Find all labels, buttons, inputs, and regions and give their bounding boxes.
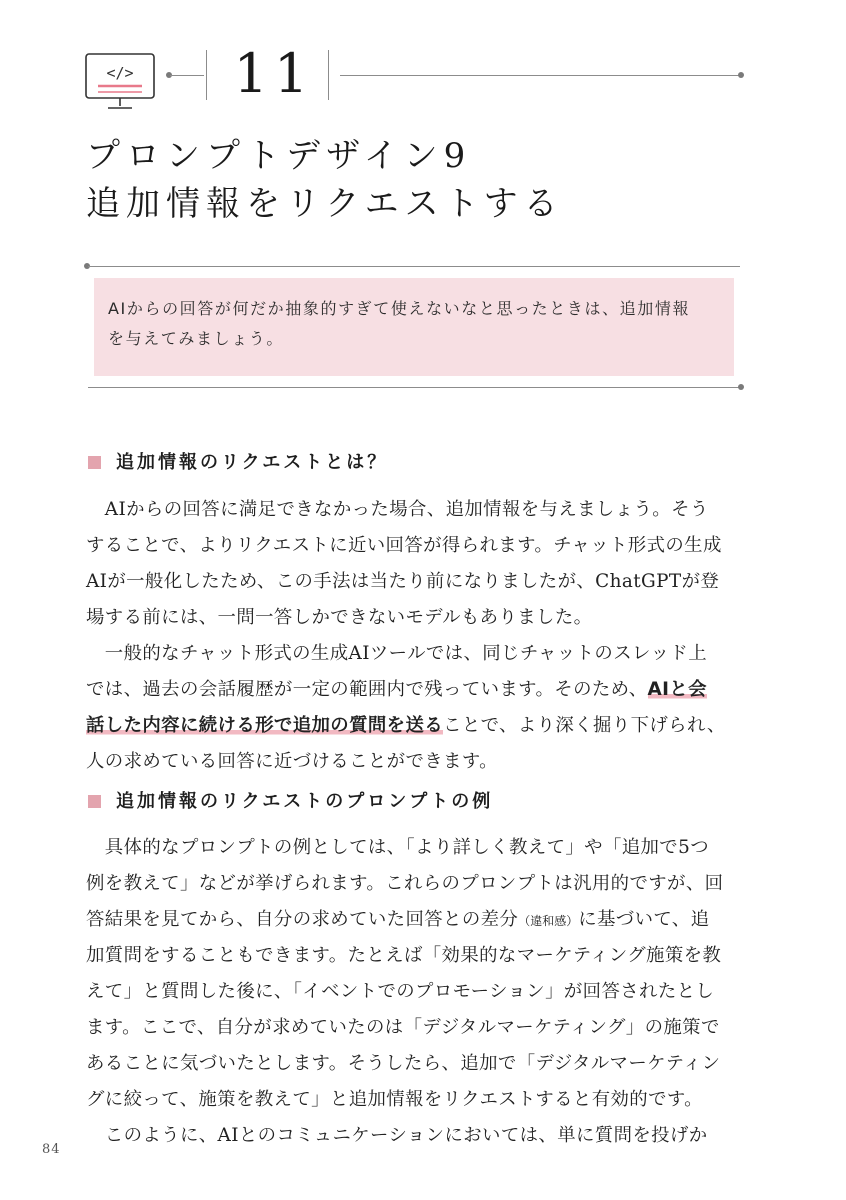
header-dot-right [738,72,744,78]
section1-marker [88,456,101,469]
section2-line6: ます。ここで、自分が求めていたのは「デジタルマーケティング」の施策で [86,1017,720,1038]
page-title-line1: プロンプトデザイン9 [86,136,472,176]
section2-marker [88,795,101,808]
section2-line8: グに絞って、施策を教えて」と追加情報をリクエストすると有効的です。 [86,1089,703,1110]
section1-heading: 追加情報のリクエストとは？ [116,452,389,473]
highlight-phrase-part1: AIと会 [647,679,707,700]
section1-line7 [86,712,746,740]
intro-rule-bottom-dot [738,384,744,390]
section1-line5: 一般的なチャット形式の生成AIツールでは、同じチャットのスレッド上 [86,643,707,664]
section2-line9: このように、AIとのコミュニケーションにおいては、単に質問を投げか [86,1125,708,1146]
intro-rule-top [88,266,740,267]
intro-text [108,294,728,354]
section2-line7: あることに気づいたとします。そうしたら、追加で「デジタルマーケティン [86,1053,721,1074]
header-line-right [340,75,740,76]
section1-line4: 場する前には、一問一答しかできないモデルもありました。 [86,607,593,628]
intro-line2: を与えてみましょう。 [108,329,285,348]
section2-line5: えて」と質問した後に、「イベントでのプロモーション」が回答されたとし [86,981,715,1002]
page-title-line2: 追加情報をリクエストする [86,184,564,224]
page-number: 84 [42,1142,61,1157]
section2-line4: 加質問をすることもできます。たとえば「効果的なマーケティング施策を教 [86,945,722,966]
section2-line3-tail: に基づいて、追 [578,909,710,930]
section2-heading: 追加情報のリクエストのプロンプトの例 [116,791,494,812]
section1-line2: することで、よりリクエストに近い回答が得られます。チャット形式の生成 [86,535,722,556]
header-line-left [170,75,204,76]
section2-line3-note: （違和感） [518,914,579,928]
section2-line1: 具体的なプロンプトの例としては、「より詳しく教えて」や「追加で5つ [86,837,709,858]
intro-rule-bottom [88,387,740,388]
code-glyph: </> [106,64,134,82]
section2-line3-text: 答結果を見てから、自分の求めていた回答との差分 [86,909,519,930]
section1-line7-text: ことで、より深く掘り下げられ、 [443,715,726,736]
header-bar-right [328,50,329,100]
section1-line6 [86,676,746,704]
highlight-phrase-part2: 話した内容に続ける形で追加の質問を送る [86,715,444,736]
section2-line2: 例を教えて」などが挙げられます。これらのプロンプトは汎用的ですが、回 [86,873,724,894]
intro-line1: AIからの回答が何だか抽象的すぎて使えないなと思ったときは、追加情報 [108,299,691,318]
section1-line6-text: では、過去の会話履歴が一定の範囲内で残っています。そのため、 [86,679,648,700]
section1-line1: AIからの回答に満足できなかった場合、追加情報を与えましょう。そう [86,499,709,520]
header-bar-left [206,50,207,100]
section1-line8: 人の求めている回答に近づけることができます。 [86,751,498,772]
section1-line3: AIが一般化したため、この手法は当たり前になりましたが、ChatGPTが登 [86,571,720,592]
chapter-number: 11 [233,42,315,105]
code-monitor-icon [84,52,156,116]
section2-line3 [86,906,746,935]
